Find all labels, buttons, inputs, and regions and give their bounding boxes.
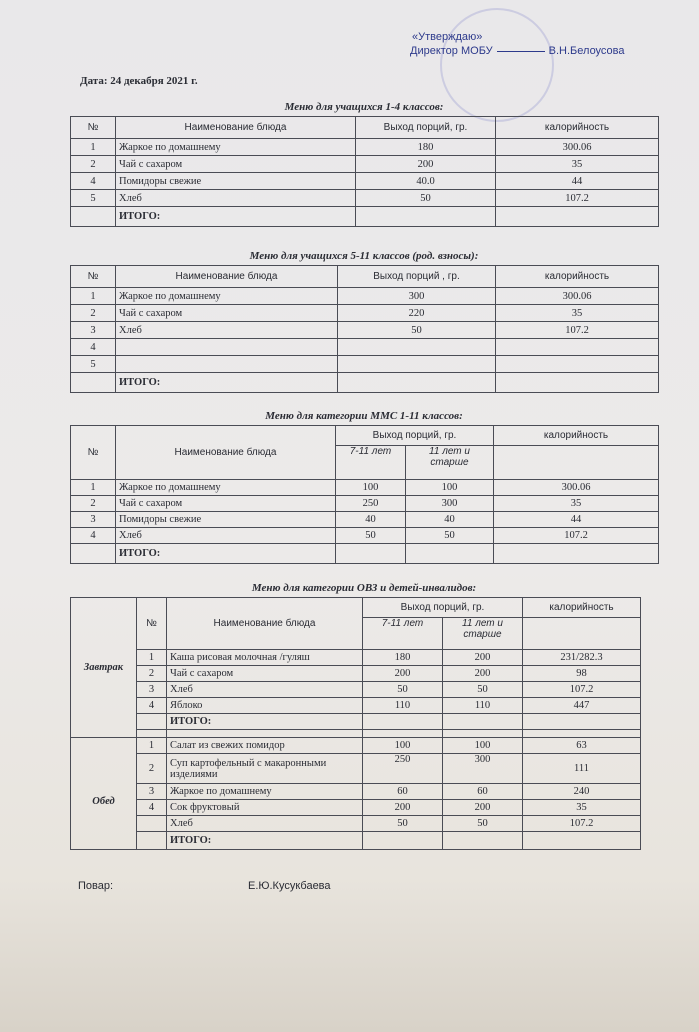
table-row xyxy=(71,339,659,356)
spacer-row xyxy=(71,730,641,738)
cell-dish xyxy=(167,730,363,738)
cell-dish: Салат из свежих помидор xyxy=(167,738,363,754)
cell-number: 2 xyxy=(137,754,167,784)
cell-portion-11-plus xyxy=(443,730,523,738)
cell-calories xyxy=(496,339,659,356)
header-age-11-plus: 11 лет и старше xyxy=(406,446,494,480)
cell-calories: 107.2 xyxy=(523,682,641,698)
table-row xyxy=(71,305,659,322)
cell-portion-11-plus: 200 xyxy=(443,650,523,666)
cell-dish: Каша рисовая молочная /гуляш xyxy=(167,650,363,666)
cell-dish: Чай с сахаром xyxy=(167,666,363,682)
cell-portion-11-plus: 300 xyxy=(406,496,494,512)
cell-calories xyxy=(523,714,641,730)
table-row xyxy=(71,682,641,698)
header-portion: Выход порций, гр. xyxy=(336,426,494,446)
signature-mark xyxy=(497,51,545,52)
cell-number: 4 xyxy=(137,698,167,714)
cell-calories: 35 xyxy=(496,305,659,322)
cell-portion-7-11: 50 xyxy=(336,528,406,544)
cell-portion-7-11: 200 xyxy=(363,666,443,682)
cell-portion-7-11: 180 xyxy=(363,650,443,666)
cell-portion xyxy=(338,339,496,356)
cell-calories: 231/282.3 xyxy=(523,650,641,666)
cell-portion xyxy=(338,373,496,393)
table-row xyxy=(71,288,659,305)
cell-number xyxy=(137,816,167,832)
table-header-row xyxy=(71,598,641,618)
cell-dish: Сок фруктовый xyxy=(167,800,363,816)
total-label: ИТОГО: xyxy=(167,714,363,730)
cell-portion-11-plus: 200 xyxy=(443,666,523,682)
cell-number: 1 xyxy=(71,480,116,496)
cell-number: 3 xyxy=(71,322,116,339)
cell-portion-7-11: 200 xyxy=(363,800,443,816)
document-date: Дата: 24 декабря 2021 г. xyxy=(80,75,198,87)
cell-portion-11-plus xyxy=(406,544,494,564)
cell-number: 1 xyxy=(137,650,167,666)
header-calories: калорийность xyxy=(523,598,641,618)
cell-portion-11-plus: 50 xyxy=(406,528,494,544)
cell-number: 5 xyxy=(71,356,116,373)
cell-portion-11-plus: 40 xyxy=(406,512,494,528)
header-number: № xyxy=(71,117,116,139)
cell-number: 4 xyxy=(71,339,116,356)
cell-portion-7-11 xyxy=(363,714,443,730)
cell-number: 2 xyxy=(137,666,167,682)
cell-calories: 44 xyxy=(494,512,659,528)
cell-portion: 40.0 xyxy=(356,173,496,190)
menu2-caption: Меню для учащихся 5-11 классов (род. взносы): xyxy=(249,250,479,262)
table-row xyxy=(71,190,659,207)
cell-portion-11-plus: 100 xyxy=(443,738,523,754)
cell-portion-7-11: 50 xyxy=(363,682,443,698)
table-row xyxy=(71,738,641,754)
cell-number xyxy=(71,373,116,393)
header-calories: калорийность xyxy=(494,426,659,446)
cell-portion-7-11 xyxy=(363,832,443,850)
cell-dish: Чай с сахаром xyxy=(116,496,336,512)
table-row xyxy=(71,650,641,666)
cell-portion-7-11: 250 xyxy=(363,754,443,784)
cell-number: 3 xyxy=(71,512,116,528)
cell-calories: 107.2 xyxy=(496,322,659,339)
cell-calories: 63 xyxy=(523,738,641,754)
lunch-label: Обед xyxy=(71,754,137,850)
cell-dish: Жаркое по домашнему xyxy=(116,288,338,305)
cell-dish: Жаркое по домашнему xyxy=(116,139,356,156)
header-portion: Выход порций, гр. xyxy=(363,598,523,618)
cell-dish xyxy=(116,339,338,356)
cell-portion-11-plus xyxy=(443,832,523,850)
cell-portion-7-11 xyxy=(336,544,406,564)
table-row xyxy=(71,480,659,496)
menu3-caption: Меню для категории ММС 1-11 классов: xyxy=(265,410,463,422)
header-age-11-plus: 11 лет и старше xyxy=(443,618,523,650)
approval-title: «Утверждаю» xyxy=(412,31,483,43)
table-header-row xyxy=(71,117,659,139)
table-row xyxy=(71,666,641,682)
cell-calories: 240 xyxy=(523,784,641,800)
cell-number xyxy=(137,730,167,738)
cell-calories xyxy=(494,544,659,564)
cell-calories: 35 xyxy=(494,496,659,512)
cell-portion-11-plus xyxy=(443,714,523,730)
cell-number: 2 xyxy=(71,305,116,322)
table-row xyxy=(71,139,659,156)
cell-dish: Чай с сахаром xyxy=(116,156,356,173)
cell-dish xyxy=(116,356,338,373)
cell-number: 3 xyxy=(137,784,167,800)
header-dish: Наименование блюда xyxy=(116,117,356,139)
cell-portion: 300 xyxy=(338,288,496,305)
cell-calories: 111 xyxy=(523,754,641,784)
total-row xyxy=(71,207,659,227)
cell-calories xyxy=(523,730,641,738)
cell-portion: 180 xyxy=(356,139,496,156)
cell-portion-11-plus: 50 xyxy=(443,816,523,832)
menu3-table xyxy=(70,425,659,564)
table-row xyxy=(71,528,659,544)
cell-dish: Яблоко xyxy=(167,698,363,714)
cell-calories xyxy=(523,832,641,850)
cell-calories: 107.2 xyxy=(494,528,659,544)
cell-calories xyxy=(496,373,659,393)
cell-portion-11-plus: 110 xyxy=(443,698,523,714)
menu4-caption: Меню для категории ОВЗ и детей-инвалидов: xyxy=(251,582,477,594)
cell-calories: 98 xyxy=(523,666,641,682)
cell-number: 2 xyxy=(71,156,116,173)
total-row xyxy=(71,373,659,393)
cell-number xyxy=(137,714,167,730)
cell-number: 4 xyxy=(71,528,116,544)
header-age-7-11: 7-11 лет xyxy=(363,618,443,650)
table-row xyxy=(71,754,641,784)
total-row xyxy=(71,832,641,850)
header-calories: калорийность xyxy=(496,266,659,288)
cell-portion-7-11: 60 xyxy=(363,784,443,800)
cell-calories: 44 xyxy=(496,173,659,190)
header-calories-blank xyxy=(523,618,641,650)
cell-portion: 50 xyxy=(356,190,496,207)
header-dish: Наименование блюда xyxy=(116,426,336,480)
cell-number xyxy=(71,544,116,564)
cell-calories: 107.2 xyxy=(496,190,659,207)
header-dish: Наименование блюда xyxy=(116,266,338,288)
total-label: ИТОГО: xyxy=(167,832,363,850)
cell-portion-11-plus: 60 xyxy=(443,784,523,800)
cell-calories xyxy=(496,356,659,373)
table-row xyxy=(71,156,659,173)
table-header-row xyxy=(71,266,659,288)
cell-portion-7-11 xyxy=(363,730,443,738)
cell-dish: Суп картофельный с макаронными изделиями xyxy=(167,754,363,784)
table-row xyxy=(71,816,641,832)
cell-portion-11-plus: 100 xyxy=(406,480,494,496)
cell-portion-7-11: 110 xyxy=(363,698,443,714)
cell-calories: 107.2 xyxy=(523,816,641,832)
cell-calories: 35 xyxy=(496,156,659,173)
cell-dish: Хлеб xyxy=(116,190,356,207)
cell-number: 1 xyxy=(137,738,167,754)
menu2-table xyxy=(70,265,659,393)
cell-number: 4 xyxy=(137,800,167,816)
cell-portion-7-11: 40 xyxy=(336,512,406,528)
cell-number: 4 xyxy=(71,173,116,190)
cell-portion-11-plus: 50 xyxy=(443,682,523,698)
approval-signature-line xyxy=(410,44,625,58)
total-row xyxy=(71,544,659,564)
cell-portion: 50 xyxy=(338,322,496,339)
cell-portion-7-11: 250 xyxy=(336,496,406,512)
header-dish: Наименование блюда xyxy=(167,598,363,650)
approval-name: В.Н.Белоусова xyxy=(548,45,625,57)
table-row xyxy=(71,356,659,373)
cell-number xyxy=(71,207,116,227)
cell-portion: 220 xyxy=(338,305,496,322)
header-number: № xyxy=(71,426,116,480)
total-label: ИТОГО: xyxy=(116,207,356,227)
table-row xyxy=(71,698,641,714)
cell-number: 1 xyxy=(71,288,116,305)
header-number: № xyxy=(71,266,116,288)
menu4-table xyxy=(70,597,641,850)
cook-label: Повар: xyxy=(78,880,114,892)
cell-dish: Хлеб xyxy=(116,528,336,544)
approval-block xyxy=(412,30,625,58)
header-calories: калорийность xyxy=(496,117,659,139)
header-portion: Выход порций, гр. xyxy=(356,117,496,139)
menu1-caption: Меню для учащихся 1-4 классов: xyxy=(284,101,444,113)
cell-number: 2 xyxy=(71,496,116,512)
cell-dish: Помидоры свежие xyxy=(116,512,336,528)
cell-dish: Хлеб xyxy=(167,816,363,832)
cell-dish: Чай с сахаром xyxy=(116,305,338,322)
cell-calories: 300.06 xyxy=(496,288,659,305)
cell-calories: 35 xyxy=(523,800,641,816)
cook-name: Е.Ю.Кусукбаева xyxy=(248,880,331,892)
header-calories-blank xyxy=(494,446,659,480)
menu1-table xyxy=(70,116,659,227)
cell-portion-11-plus: 300 xyxy=(443,754,523,784)
cell-number: 3 xyxy=(137,682,167,698)
header-portion: Выход порций , гр. xyxy=(338,266,496,288)
cell-calories xyxy=(496,207,659,227)
cell-dish: Жаркое по домашнему xyxy=(167,784,363,800)
breakfast-label: Завтрак xyxy=(71,598,137,738)
header-number: № xyxy=(137,598,167,650)
table-header-row xyxy=(71,426,659,446)
cell-dish: Хлеб xyxy=(116,322,338,339)
cell-calories: 300.06 xyxy=(494,480,659,496)
approval-prefix: Директор МОБУ xyxy=(410,45,493,57)
cell-number: 5 xyxy=(71,190,116,207)
table-row xyxy=(71,173,659,190)
cell-portion: 200 xyxy=(356,156,496,173)
total-label: ИТОГО: xyxy=(116,373,338,393)
cell-portion-7-11: 100 xyxy=(336,480,406,496)
cell-dish: Помидоры свежие xyxy=(116,173,356,190)
cell-number xyxy=(137,832,167,850)
cell-calories: 300.06 xyxy=(496,139,659,156)
table-row xyxy=(71,800,641,816)
cell-portion-11-plus: 200 xyxy=(443,800,523,816)
lunch-label-top xyxy=(71,738,137,754)
cell-portion-7-11: 100 xyxy=(363,738,443,754)
cell-dish: Жаркое по домашнему xyxy=(116,480,336,496)
cell-portion-7-11: 50 xyxy=(363,816,443,832)
total-row xyxy=(71,714,641,730)
cell-portion xyxy=(338,356,496,373)
cell-calories: 447 xyxy=(523,698,641,714)
table-row xyxy=(71,496,659,512)
header-age-7-11: 7-11 лет xyxy=(336,446,406,480)
table-row xyxy=(71,784,641,800)
cell-portion xyxy=(356,207,496,227)
cell-number: 1 xyxy=(71,139,116,156)
cell-dish: Хлеб xyxy=(167,682,363,698)
total-label: ИТОГО: xyxy=(116,544,336,564)
table-row xyxy=(71,512,659,528)
table-row xyxy=(71,322,659,339)
